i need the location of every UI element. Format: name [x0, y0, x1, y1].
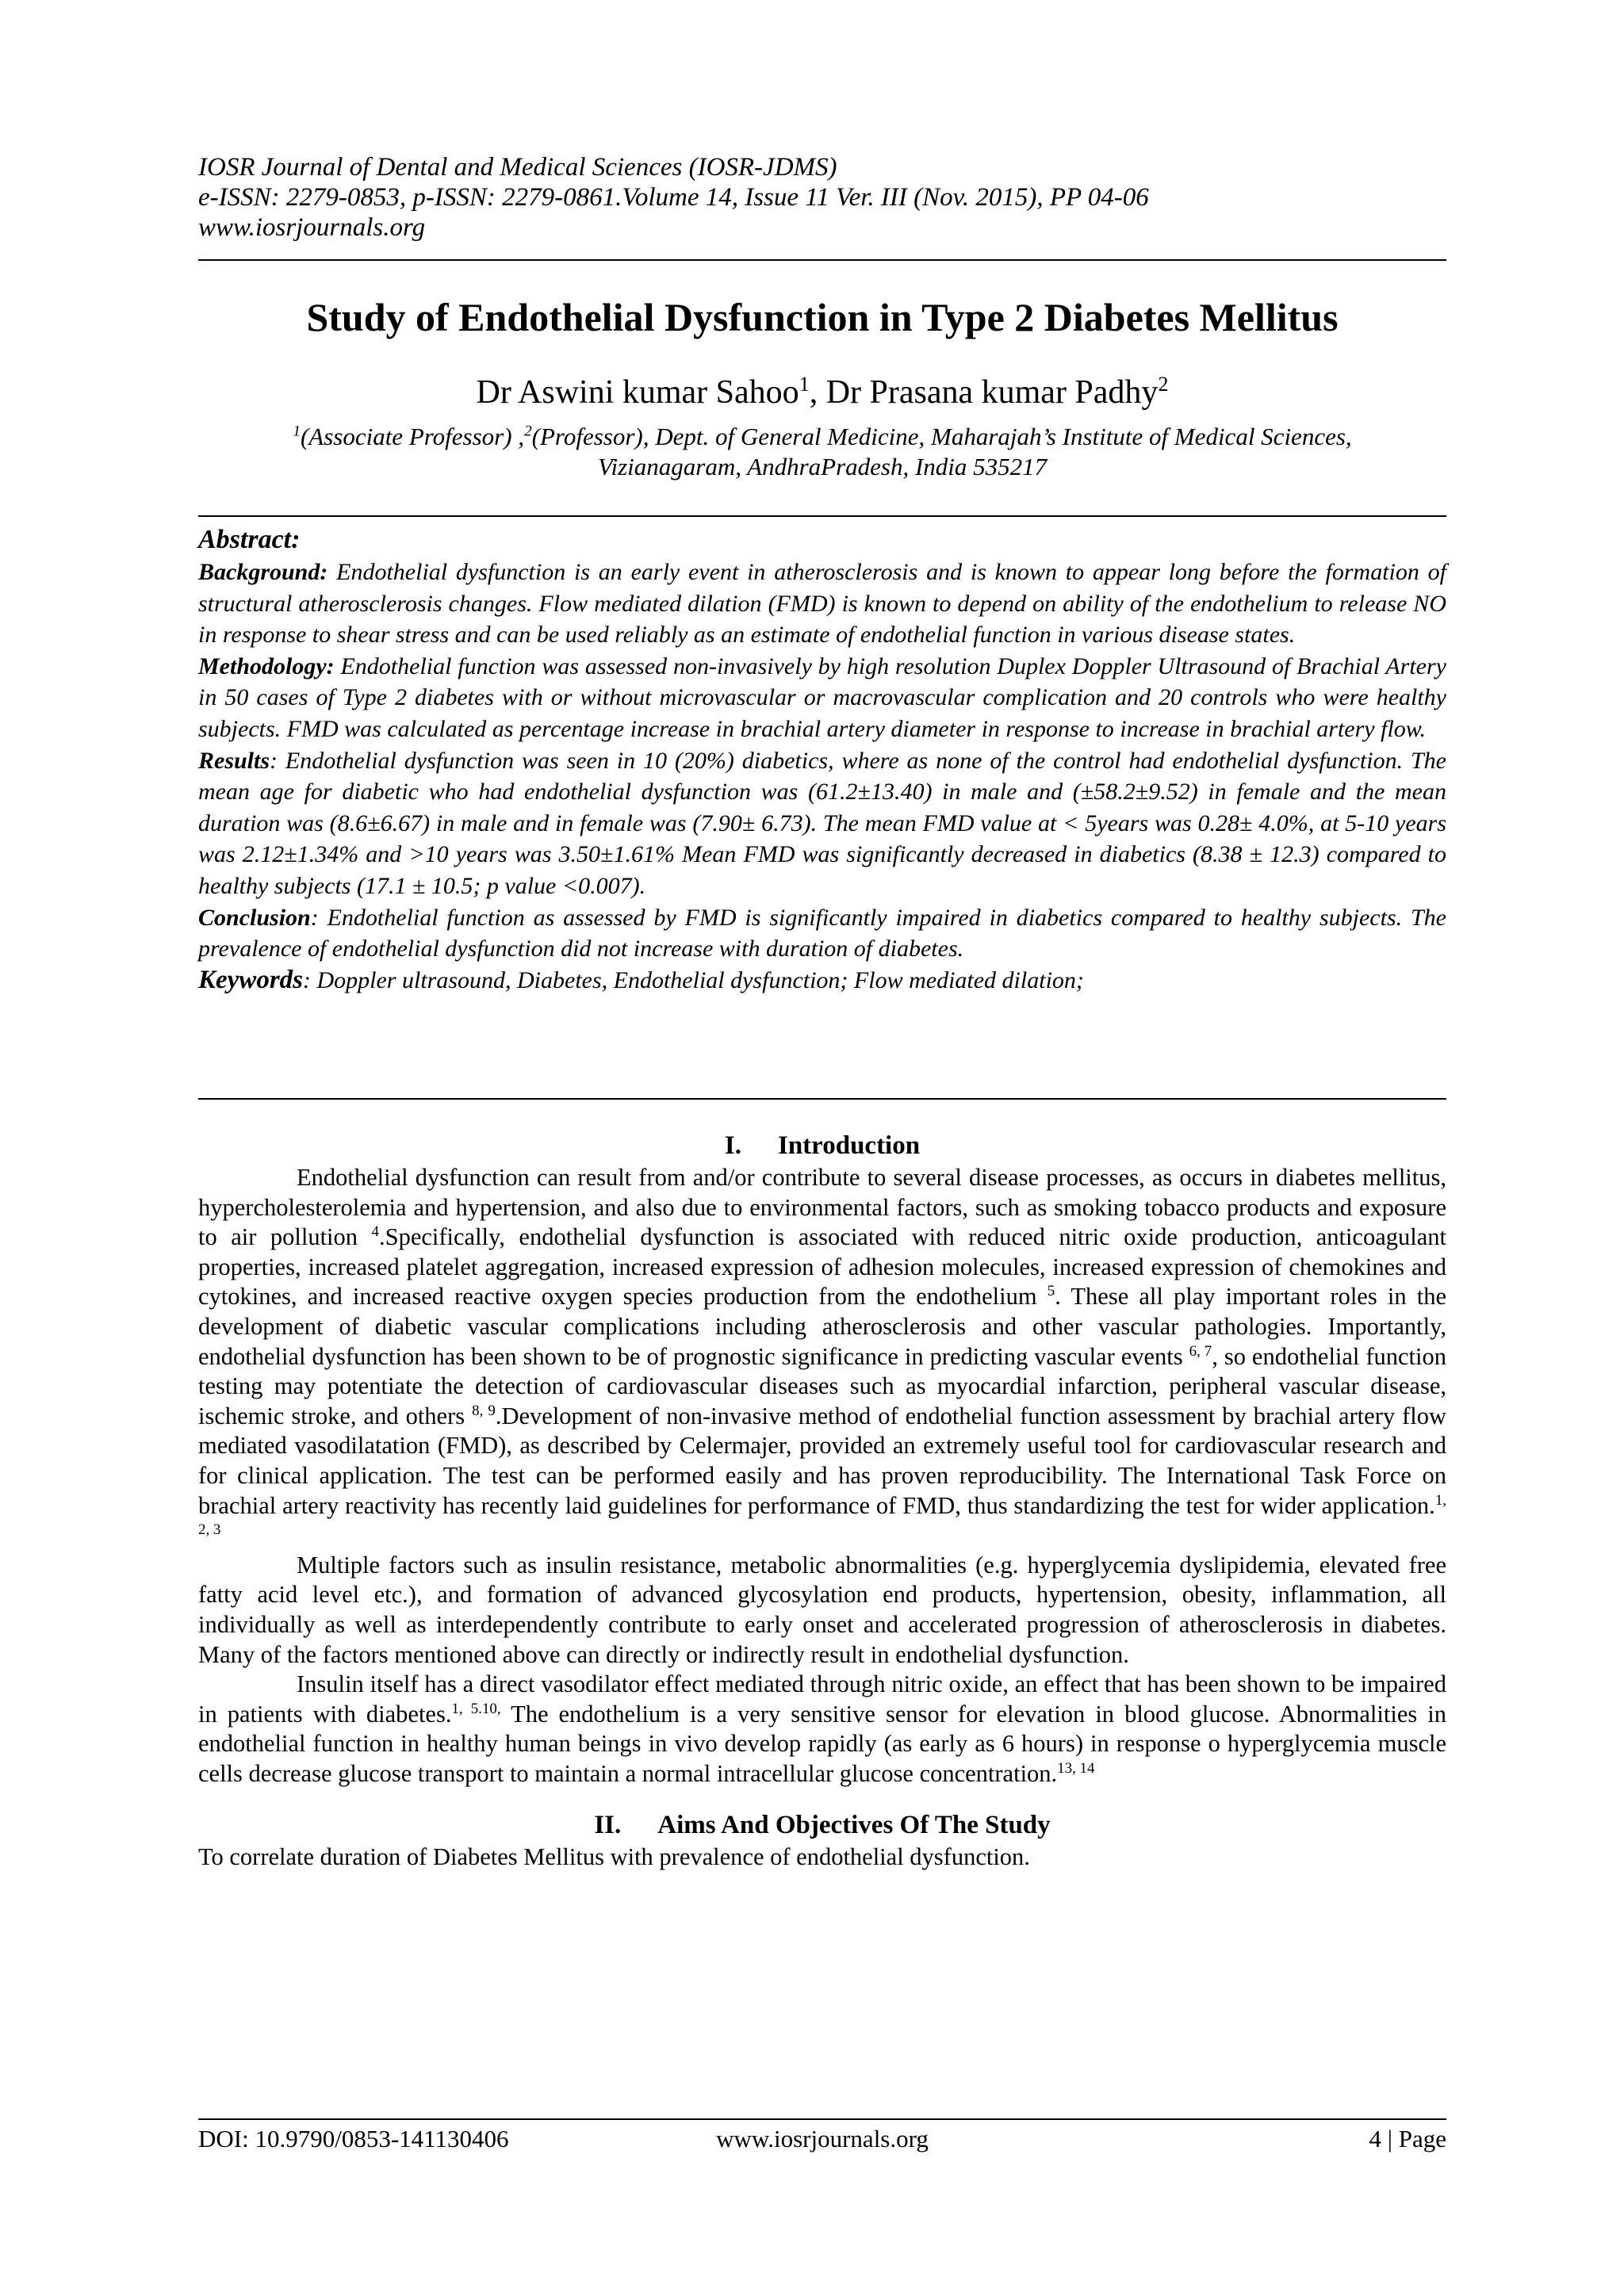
citation-sup: 8, 9 [472, 1402, 496, 1419]
paper-title: Study of Endothelial Dysfunction in Type 2 Diabetes Mellitus [306, 295, 1339, 339]
footer-doi: DOI: 10.9790/0853-141130406 [198, 2125, 509, 2152]
section-heading-aims [198, 1809, 1446, 1841]
intro-p3-text-b: The endothelium is a very sensitive sensor for elevation in blood glucose. Abnormalities in endothelial function in healthy human beings in vivo develop rapidly (as early as 6 hours) in response o hyperglycemia muscle cells decrease glucose transport to maintain a normal intracellular glucose concentration. [198, 1700, 1446, 1787]
citation-sup: 6, 7 [1189, 1342, 1212, 1360]
results-label: Results [198, 747, 270, 774]
intro-p1-text-c: . These all play important roles in the development of diabetic vascular complications including atherosclerosis and other vascular pathologies. Importantly, endothelial dysfunction has been shown to be of prognostic significance in predicting vascular events [198, 1283, 1446, 1370]
abstract-bottom-divider [198, 1098, 1446, 1100]
keywords-text: : Doppler ultrasound, Diabetes, Endothelial dysfunction; Flow mediated dilation; [303, 966, 1084, 993]
footer-website[interactable]: www.iosrjournals.org [716, 2125, 929, 2152]
citation-sup: 1, 5.10, [451, 1700, 501, 1717]
methodology-label: Methodology: [198, 652, 335, 679]
section-number: II. [594, 1811, 622, 1840]
affil-sup-2: 2 [524, 423, 532, 440]
footer-divider [198, 2118, 1446, 2120]
author-1: Dr Aswini kumar Sahoo [476, 374, 799, 411]
author-2: Dr Prasana kumar Padhy [825, 374, 1159, 411]
intro-paragraph-1 [198, 1163, 1446, 1551]
section-title: Introduction [777, 1131, 921, 1160]
intro-p1-text-e: .Development of non-invasive method of endothelial function assessment by brachial artery flow mediated vasodilatation (FMD), as described by Celermajer, provided an extremely useful tool for cardiovascular research and for clinical application. The test can be performed easily and has proven reproducibility. The International Task Force on brachial artery reactivity has recently laid guidelines for performance of FMD, thus standardizing the test for wider application. [198, 1402, 1446, 1519]
intro-p1-text-b: .Specifically, endothelial dysfunction is associated with reduced nitric oxide production, anticoagulant properties, increased platelet aggregation, increased expression of adhesion molecules, increased expression of chemokines and cytokines, and increased reactive oxygen species production from the endothelium [198, 1223, 1446, 1311]
affiliation-line-1 [198, 422, 1446, 452]
abstract-heading: Abstract: [198, 525, 301, 554]
affil-sup-1: 1 [293, 423, 301, 440]
section-title: Aims And Objectives Of The Study [657, 1811, 1051, 1840]
authors [198, 373, 1446, 412]
journal-header [198, 152, 1149, 243]
abstract [198, 523, 1446, 996]
affiliation-line-2: Vizianagaram, AndhraPradesh, India 535217 [597, 453, 1048, 480]
journal-name: IOSR Journal of Dental and Medical Sciences (IOSR-JDMS) [198, 153, 837, 182]
abstract-background [198, 557, 1446, 651]
author-1-sup: 1 [799, 373, 810, 396]
intro-p1-text-d: , so endothelial function testing may potentiate the detection of cardiovascular diseases such as myocardial infarction, peripheral vascular disease, ischemic stroke, and others [198, 1342, 1446, 1429]
citation-sup: 1, 2, 3 [198, 1491, 1446, 1538]
intro-paragraph-2: Multiple factors such as insulin resistance, metabolic abnormalities (e.g. hyperglycemia dyslipidemia, elevated free fatty acid level etc.), and formation of advanced glycosylation end products, hypertension, obesity, inflammation, all individually as well as interdependently contribute to early onset and accelerated progression of atherosclerosis in diabetes. Many of the factors mentioned above can directly or indirectly result in endothelial dysfunction. [198, 1551, 1446, 1668]
author-2-sup: 2 [1158, 373, 1169, 396]
conclusion-label: Conclusion [198, 904, 311, 931]
citation-sup: 13, 14 [1057, 1759, 1095, 1777]
footer-page-number: 4 | Page [1369, 2125, 1446, 2152]
citation-sup: 5 [1047, 1283, 1055, 1300]
intro-paragraph-3 [198, 1670, 1446, 1789]
section-number: I. [724, 1131, 741, 1160]
affil-text-2: (Professor), Dept. of General Medicine, Maharajah’s Institute of Medical Sciences, [531, 423, 1352, 450]
author-separator: , [809, 374, 826, 411]
journal-issn: e-ISSN: 2279-0853, p-ISSN: 2279-0861.Volume 14, Issue 11 Ver. III (Nov. 2015), PP 04-06 [198, 183, 1149, 212]
paper-body [198, 1130, 1446, 1873]
abstract-keywords [198, 965, 1446, 997]
results-text: : Endothelial dysfunction was seen in 10 (20%) diabetics, where as none of the control had endothelial dysfunction. The mean age for diabetic who had endothelial dysfunction was (61.2±13.40) in male and (±58.2±9.52) in female and the mean duration was (8.6±6.67) in male and in female was (7.90± 6.73). The mean FMD value at < 5years was 0.28± 4.0%, at 5-10 years was 2.12±1.34% and >10 years was 3.50±1.61% Mean FMD was significantly decreased in diabetics (8.38 ± 12.3) compared to healthy subjects (17.1 ± 10.5; p value <0.007). [198, 747, 1446, 899]
intro-p3-text-a: Insulin itself has a direct vasodilator effect mediated through nitric oxide, an effect that has been shown to be impaired in patients with diabetes. [198, 1670, 1446, 1728]
keywords-label: Keywords [198, 965, 303, 994]
abstract-methodology [198, 651, 1446, 745]
abstract-results [198, 745, 1446, 902]
header-divider [198, 259, 1446, 261]
aims-paragraph: To correlate duration of Diabetes Mellitus with prevalence of endothelial dysfunction. [198, 1843, 1030, 1871]
abstract-conclusion [198, 902, 1446, 965]
affil-text-1: (Associate Professor) , [300, 423, 525, 450]
background-label: Background: [198, 559, 328, 585]
section-heading-introduction [198, 1130, 1446, 1161]
methodology-text: Endothelial function was assessed non-invasively by high resolution Duplex Doppler Ultrasound of Brachial Artery in 50 cases of Type 2 diabetes with or without microvascular or macrovascular complication and 20 controls who were healthy subjects. FMD was calculated as percentage increase in brachial artery diameter in response to increase in brachial artery flow. [198, 652, 1446, 742]
conclusion-text: : Endothelial function as assessed by FMD is significantly impaired in diabetics compared to healthy subjects. The prevalence of endothelial dysfunction did not increase with duration of diabetes. [198, 904, 1446, 962]
intro-p1-text-a: Endothelial dysfunction can result from and/or contribute to several disease processes, as occurs in diabetes mellitus, hypercholesterolemia and hypertension, and also due to environmental factors, such as smoking tobacco products and exposure to air pollution [198, 1164, 1446, 1251]
abstract-top-divider [198, 515, 1446, 517]
citation-sup: 4 [371, 1223, 379, 1241]
journal-website[interactable]: www.iosrjournals.org [198, 213, 426, 242]
affiliation [198, 422, 1446, 482]
background-text: Endothelial dysfunction is an early event in atherosclerosis and is known to appear long before the formation of structural atherosclerosis changes. Flow mediated dilation (FMD) is known to depend on ability of the endothelium to release NO in response to shear stress and can be used reliably as an estimate of endothelial function in various disease states. [198, 559, 1446, 649]
